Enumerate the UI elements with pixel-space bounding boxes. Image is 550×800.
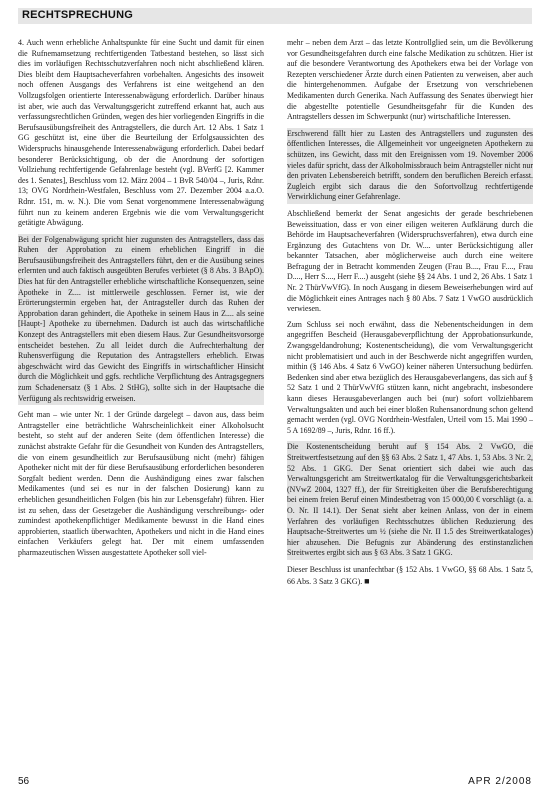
paragraph: Erschwerend fällt hier zu Lasten des Antragstellers und zugunsten des öffentlichen Interesses, die Allgemeinheit vor ungeeigneten Apothekern zu schützen, ins Gewicht, dass mit den Ereignissen vom 19. November 2006 vieles dafür spricht, dass der Alkoholmissbrauch beim Antragsteller nicht nur den privaten Lebensbereich betrifft, sondern den beruflichen Bereich erfasst. Zugleich ergibt sich daraus die den Sofortvollzug rechtfertigende Verwirklichung einer Gefahrenlage.	[287, 128, 533, 204]
page-footer	[18, 776, 532, 790]
page-number: 56	[18, 776, 30, 787]
paragraph: mehr – neben dem Arzt – das letzte Kontrollglied sein, um die Bevölkerung vor Gesundheitsgefahren durch eine falsche Medikation zu schützen. Hier ist auf die besondere Verantwortung des Apothekers etwa bei der Vorlage von Rezepten verschiedener Ärzte durch einen Patienten zu verweisen, aber auch die hintergehenommen. Aufgabe der Ersetzung von verschriebenen Medikamenten durch Generika. Nach Auffassung des Senates überwiegt hier die abgestellte potentielle Gesundheitsgefahr für die Kunden des Antragstellers dessen im Schwerpunkt (nur) wirtschaftliche Interessen.	[287, 38, 533, 122]
left-text-column	[18, 38, 264, 766]
end-of-article-icon: ■	[364, 575, 370, 586]
journal-issue: APR 2/2008	[468, 776, 532, 787]
paragraph: Zum Schluss sei noch erwähnt, dass die Nebenentscheidungen in dem angegriffen Bescheid (Herausgabeverpflichtung der Approbationsurkunde, Zwangsgeldandrohung; Kostenentscheidung), die vom Verwaltungsgericht nicht problematisiert und auch in der Beschwerde nicht angegriffen wurden, mithin (§ 146 Abs. 4 Satz 6 VwGO) keiner näheren Untersuchung bedürfen. Bedenken sind aber etwa bezüglich des Herausgabeverlangens, das sich auf § 52 Satz 1 und 2 ThürVwVfG stützen kann, nicht angebracht, insbesondere kann dieses Herausgabeverlangen auch bei (nur) sofort vollziehbarem Verwaltungsakten und auch bei einer bloßen Ruhensanordnung schon geltend gemacht werden (vgl. OVG Nordrhein-Westfalen, Urteil vom 15. Mai 1990 – 5 A 1692/89 –, Juris, Rdnr. 16 ff.).	[287, 319, 533, 435]
paragraph	[287, 565, 533, 587]
paragraph: Bei der Folgenabwägung spricht hier zugunsten des Antragstellers, dass das Ruhen der Approbation zu einem erheblichen Eingriff in die Berufsausübungsfreiheit des Antragstellers führt, den er die Ausübung seines erlernten und auch faktisch ausgeübten Berufes verbietet (§ 8 Abs. 3 BApO). Dies hat für den Antragsteller erhebliche wirtschaftliche Konsequenzen, seine Apotheke in Z.... ist mittlerweile geschlossen. Ferner ist, wie der Erörterungstermin ergeben hat, der Antragsteller durch das Ruhen der Approbation daran gehindert, die Apotheke in seinem Haus in Z.... als seine [Haupt-] Apotheke zu übernehmen. Dadurch ist auch das wirtschaftliche Konzept des Antragstellers mit eben diesem Haus. Zur Gesundheitsvorsorge entscheidet bestehen. Zu all leidet durch die Aufrechterhaltung der Ruhensverfügung die Reputation des Antragstellers erheblich. Etwas abgeschwächt wird das Gewicht des Eingriffs in wirtschaftlicher Hinsicht durch die Möglichkeit und ggfs. rechtliche Verpflichtung des Antragsgegners zum Schadenersatz (§ 1 Abs. 2 StHG), sollte sich in der Hauptsache die Verfügung als rechtswidrig erweisen.	[18, 234, 264, 406]
paragraph: 4. Auch wenn erhebliche Anhaltspunkte für eine Sucht und damit für einen die Rufnemamsetzung rechtfertigenden Tatbestand bestehen, so lässt sich dies im vorläufigen Rechtsschutzverfahren noch nicht abschließend klären. Dies bleibt dem Hauptsacheverfahren vorbehalten. Angesichts des insoweit noch offenen Ausgangs des Verfahrens ist eine weitgehend an den Vollzugsfolgen orientierte Interessenabwägung erforderlich. Darüber hinaus ist aber, wie auch das Verwaltungsgericht zutreffend erkannt hat, auch aus verfassungsrechtlichen Gründen, wegen des hier vorliegenden Eingriffs in die Berufsausübungsfreiheit des Antragstellers, die durch Art. 12 Abs. 1 Satz 1 GG geschützt ist, eine über die Beurteilung der Erfolgsaussichten des Widerspruchs hinausgehende Interessenabwägung erforderlich. Dabei bedarf besonderer Berücksichtigung, ob der die Anordnung der sofortigen Vollziehung rechtfertigende Gefahrenlage besteht (vgl. BVerfG [2. Kammer des 1. Senates], Beschluss vom 12. März 2004 – 1 BvR 540/04 –, Juris, Rdnr. 13; OVG Nordrhein-Westfalen, Beschluss vom 27. Dezember 2004 a.a.O. Rdnr. 151, m. w. N.). Die vom Senat vorgenommene Interessenabwägung führt nun zu keinem anderen Ergebnis wie die vom Verwaltungsgericht getätigte Abwägung.	[18, 38, 264, 228]
paragraph-text: Dieser Beschluss ist unanfechtbar (§ 152 Abs. 1 VwGO, §§ 68 Abs. 1 Satz 5, 66 Abs. 3 Satz 3 GKG).	[287, 564, 533, 586]
right-text-column	[287, 38, 533, 766]
paragraph: Geht man – wie unter Nr. 1 der Gründe dargelegt – davon aus, dass beim Antragsteller eine beträchtliche Wahrscheinlichkeit einer Alkoholsucht besteht, so steht auf der anderen Seite (dem öffentlichen Interesse) die zunächst abstrakte Gefahr für die Gesundheit von Kunden des Antragstellers, die von einem gesundheitlich zur Berufsausübung nicht (mehr) fähigen Apotheker nicht mit der für diese Berufsausübung erforderlichen besonderen Sorgfalt bedient werden. Denn die Aushändigung eines zwar falschen Medikamentes (und sei es nur in der falschen Dosierung) kann zu erheblichen gesundheitlichen Folgen (bis hin zur Lebensgefahr) führen. Hier ist zu sehen, dass der Gesetzgeber die Aushändigung verschreibungs- oder zumindest apothekenpflichtiger Medikamente bewusst in die Hand eines approbierten, staatlich überwachten, Apothekers und nicht in die Hand eines einfachen Verkäufers gelegt hat. Der mit einem umfassenden pharmazeutischen Wissen ausgestattete Apotheker soll viel-	[18, 410, 264, 557]
section-header-label: RECHTSPRECHUNG	[22, 9, 133, 21]
paragraph: Die Kostenentscheidung beruht auf § 154 Abs. 2 VwGO, die Streitwertfestsetzung auf den §§ 63 Abs. 2 Satz 1, 47 Abs. 1, 53 Abs. 3 Nr. 2, 52 Abs. 1 GKG. Der Senat orientiert sich dabei wie auch das Verwaltungsgericht am Streitwertkatalog für die Verwaltungsgerichtsbarkeit (NVwZ 2004, 1327 ff.), der für Streitigkeiten über die Berufsberechtigung bei einem freien Beruf einen Mindestbetrag von 15 000,00 € vorschlägt (a. a. O. Nr. II 14.1). Der Senat sieht aber keinen Anlass, von der in einem Verfahren des vorläufigen Rechtsschutzes üblichen Reduzierung des Hauptsache-Streitwertes um ½ (siehe die Nr. II 1.5 des Streitwertkataloges) hier abzusehen. Die Befugnis zur Abänderung des erstinstanzlichen Streitwertes ergibt sich aus § 63 Abs. 3 Satz 1 GKG.	[287, 441, 533, 560]
paragraph: Abschließend bemerkt der Senat angesichts der gerade beschriebenen Beweissituation, dass er von einer eiligen weiteren Aufklärung durch die Behörde im Hauptsacheverfahren (Widerspruchsverfahren), etwa durch eine Ergänzung des Gutachtens von Dr. W.... unter Berücksichtigung aller bekannter Tatsachen, aber möglicherweise auch durch eine weitere Befragung der in Betracht kommenden Zeugen (Frau B...., Frau F...., Frau D...., Herr S...., Herr F....) ausgeht (siehe §§ 24 Abs. 1 und 2, 26 Abs. 1 Satz 1 Nr. 2 ThürVwVfG). In noch Ausgang in diesem Beweiserhebungen wird auf die Möglichkeit eines Antrages nach § 80 Abs. 7 Satz 1 VwGO ausdrücklich verwiesen.	[287, 208, 533, 314]
section-header-bar	[18, 8, 532, 24]
